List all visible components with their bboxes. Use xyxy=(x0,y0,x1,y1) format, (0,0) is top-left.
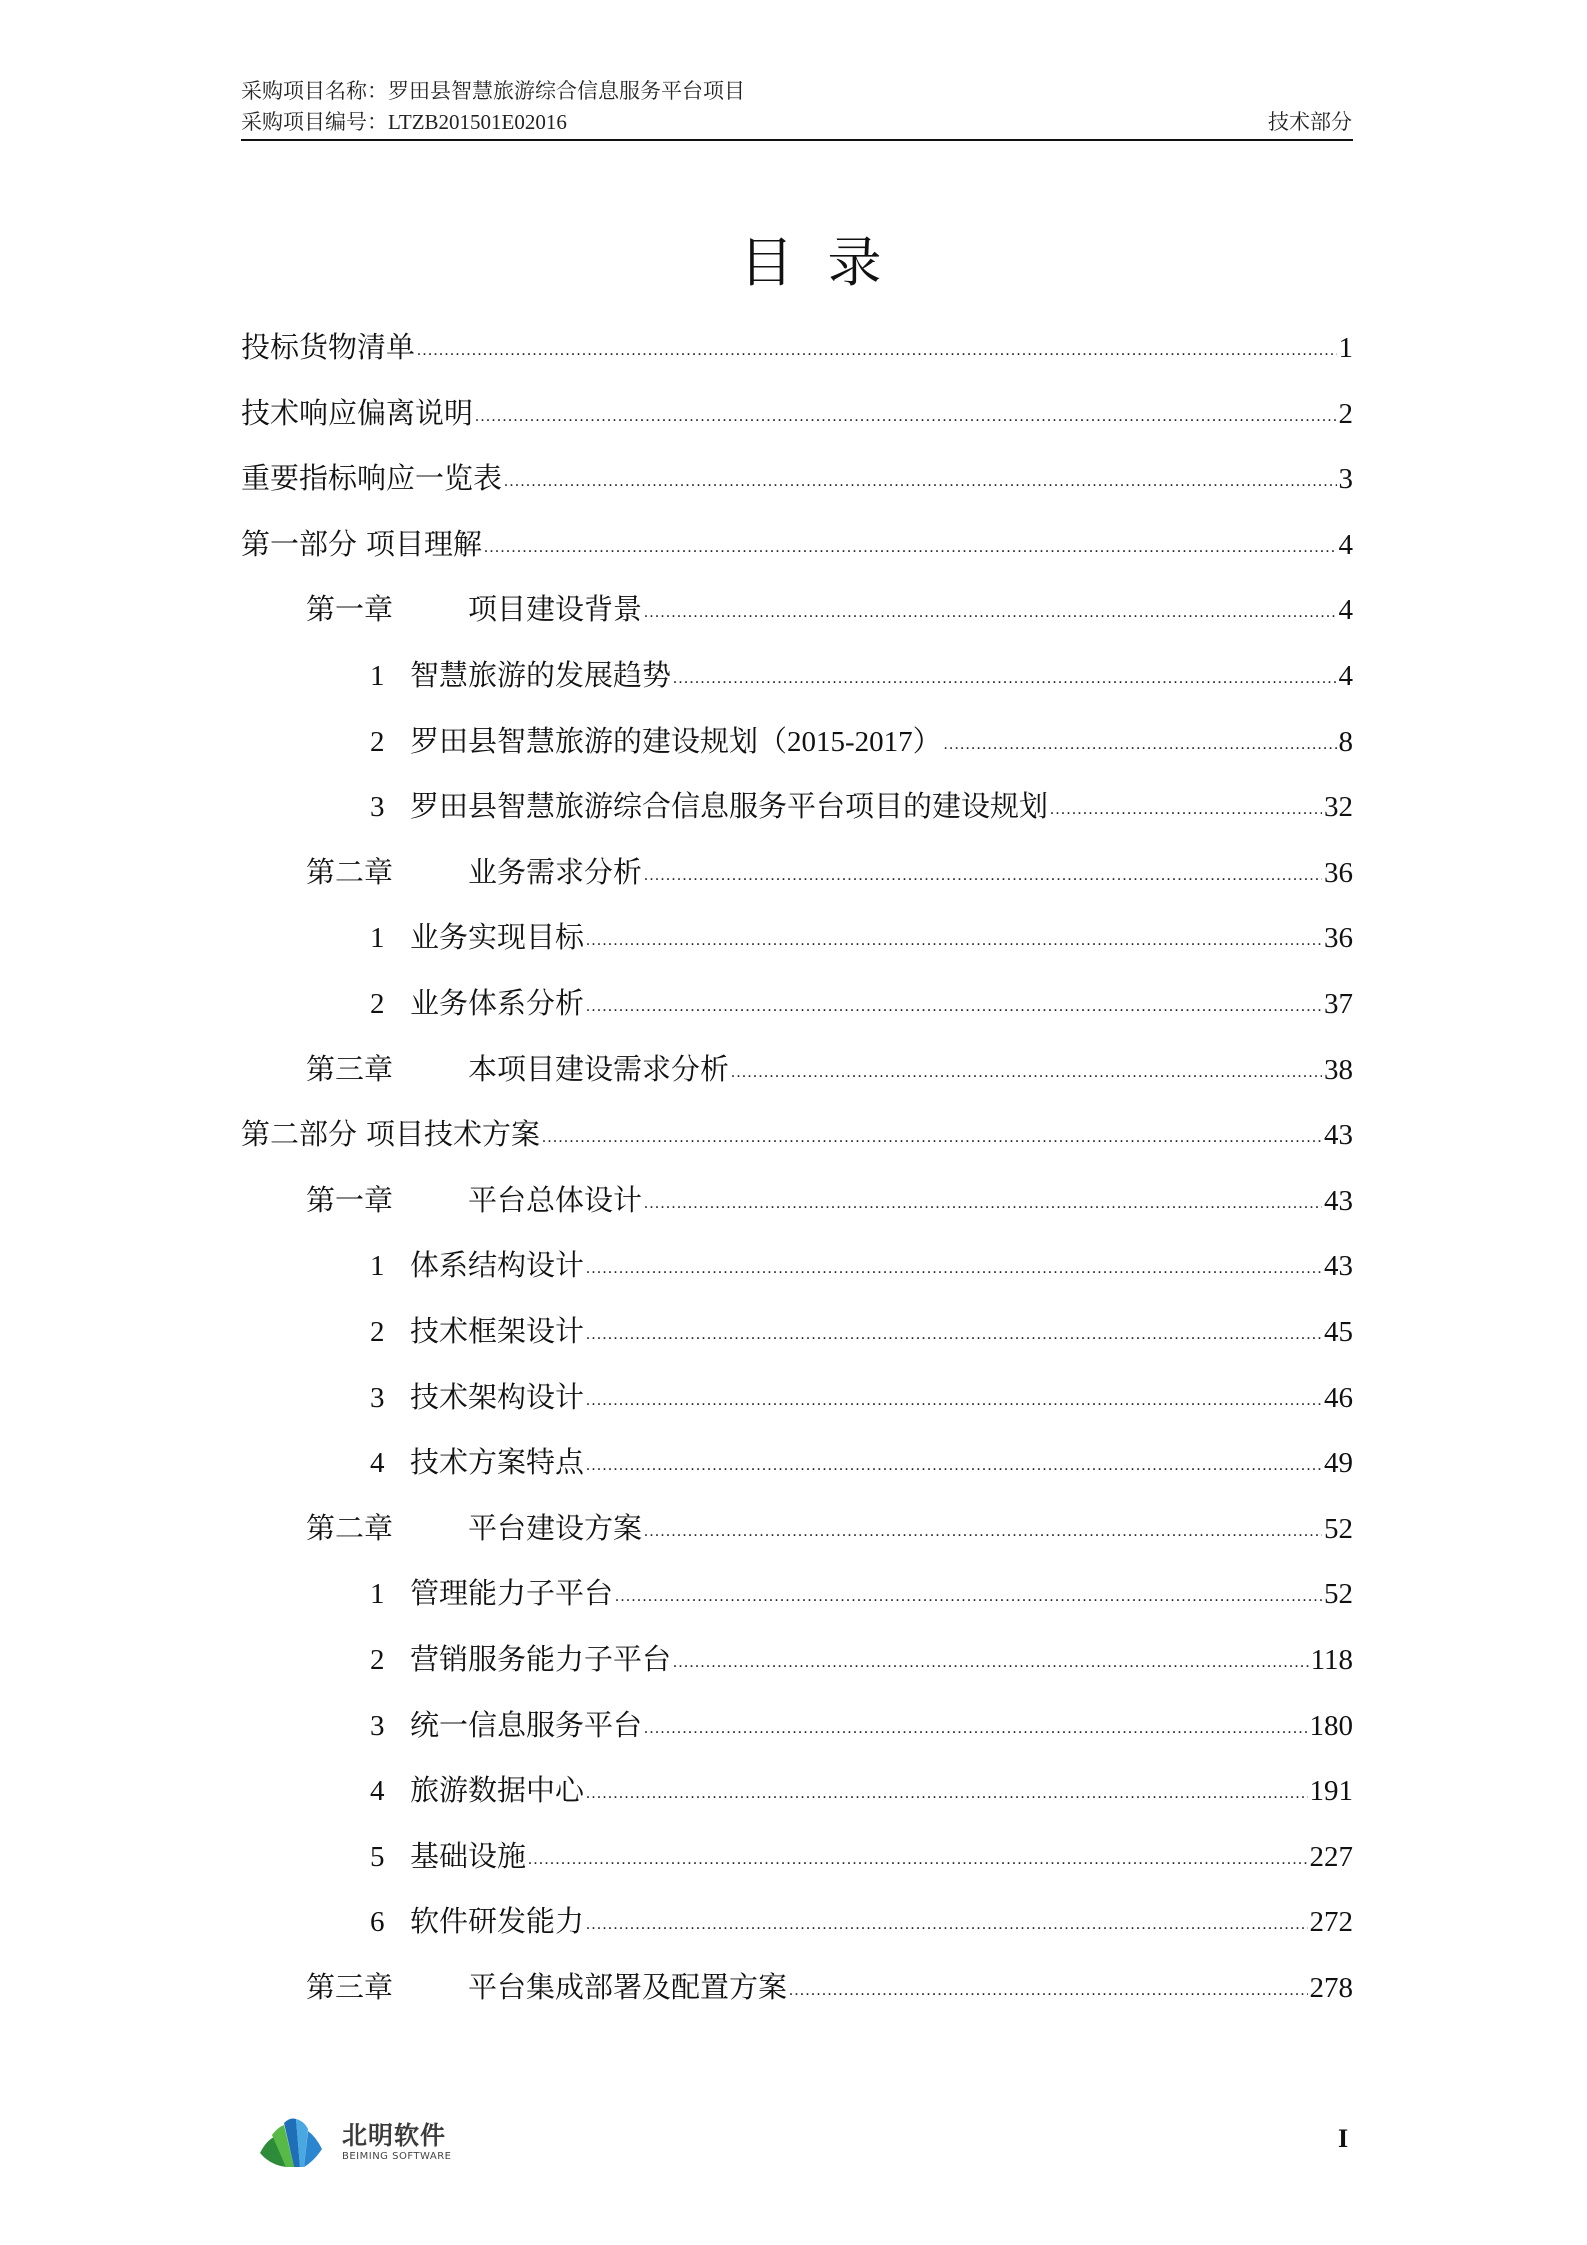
toc-leader-dots xyxy=(644,1707,1307,1751)
toc-entry[interactable] xyxy=(241,720,1353,764)
toc-entry-title: 旅游数据中心 xyxy=(410,1775,585,1808)
toc-entry-title: 体系结构设计 xyxy=(410,1250,585,1283)
toc-entry[interactable] xyxy=(241,916,1353,960)
header-section: 技术部分 xyxy=(1268,110,1352,134)
toc-entry-page: 2 xyxy=(1338,397,1353,430)
toc-entry-page: 37 xyxy=(1324,988,1353,1020)
toc-leader-dots xyxy=(417,329,1336,373)
toc-entry-number: 2 xyxy=(370,1316,385,1348)
toc-entry-title: 技术架构设计 xyxy=(410,1381,585,1414)
toc-leader-dots xyxy=(475,395,1336,439)
toc-entry-title: 平台总体设计 xyxy=(468,1184,643,1217)
toc-entry-number: 2 xyxy=(370,1644,385,1676)
toc-entry-title: 业务实现目标 xyxy=(410,922,585,955)
toc-entry-number: 1 xyxy=(370,922,385,955)
toc-entry[interactable] xyxy=(241,1244,1353,1288)
page-number: I xyxy=(1338,2124,1349,2153)
toc-entry-number: 第二章 xyxy=(306,1512,394,1545)
logo-name-en: BEIMING SOFTWARE xyxy=(342,2151,452,2162)
toc-entry-page: 8 xyxy=(1338,725,1353,758)
toc-entry-title: 技术框架设计 xyxy=(410,1316,585,1348)
toc-entry-page: 43 xyxy=(1324,1250,1353,1283)
toc-entry[interactable] xyxy=(241,1179,1353,1223)
toc-entry-page: 32 xyxy=(1324,791,1353,824)
toc-entry-number: 第三章 xyxy=(306,1053,394,1086)
toc-entry-number: 2 xyxy=(370,725,385,758)
toc-entry[interactable] xyxy=(241,1113,1353,1157)
toc-leader-dots xyxy=(1050,788,1322,832)
toc-entry-page: 4 xyxy=(1338,528,1353,561)
toc-entry-title: 技术响应偏离说明 xyxy=(241,397,474,430)
toc-entry-title: 项目理解 xyxy=(366,528,483,561)
toc-entry-number: 第三章 xyxy=(306,1972,394,2004)
toc-entry-title: 平台建设方案 xyxy=(468,1512,643,1545)
toc-entry-page: 36 xyxy=(1324,922,1353,955)
toc-leader-dots xyxy=(586,1379,1322,1423)
toc-entry[interactable] xyxy=(241,1966,1353,2010)
toc-entry-title: 罗田县智慧旅游综合信息服务平台项目的建设规划 xyxy=(410,791,1049,824)
toc-entry-number: 第一章 xyxy=(306,594,394,627)
toc-leader-dots xyxy=(586,1903,1307,1947)
toc-leader-dots xyxy=(944,723,1337,767)
toc-entry-page: 1 xyxy=(1338,332,1353,364)
toc-leader-dots xyxy=(673,1641,1309,1685)
toc-entry[interactable] xyxy=(241,1704,1353,1748)
toc-entry[interactable] xyxy=(241,1048,1353,1092)
toc-entry-page: 46 xyxy=(1324,1381,1353,1414)
toc-entry-page: 45 xyxy=(1324,1316,1353,1348)
toc-entry-page: 227 xyxy=(1309,1840,1353,1873)
toc-entry[interactable] xyxy=(241,457,1353,501)
toc-entry-title: 软件研发能力 xyxy=(410,1906,585,1939)
header-line-2 xyxy=(241,109,1352,135)
toc-entry-title: 项目建设背景 xyxy=(468,594,643,627)
toc-entry[interactable] xyxy=(241,851,1353,895)
toc-entry-number: 5 xyxy=(370,1840,385,1873)
toc-entry-title: 投标货物清单 xyxy=(241,332,416,364)
toc-leader-dots xyxy=(586,1772,1307,1816)
toc-entry[interactable] xyxy=(241,1900,1353,1944)
toc-entry-number: 第一章 xyxy=(306,1184,394,1217)
toc-entry-page: 38 xyxy=(1324,1053,1353,1086)
toc-leader-dots xyxy=(644,854,1322,898)
toc-entry-number: 2 xyxy=(370,988,385,1020)
company-logo xyxy=(256,2113,496,2173)
toc-entry-title: 平台集成部署及配置方案 xyxy=(468,1972,788,2004)
toc-entry[interactable] xyxy=(241,1835,1353,1879)
toc-entry[interactable] xyxy=(241,1638,1353,1682)
toc-entry-page: 180 xyxy=(1309,1709,1353,1742)
toc-entry-title: 营销服务能力子平台 xyxy=(410,1644,672,1676)
toc-entry[interactable] xyxy=(241,982,1353,1026)
toc-entry-page: 191 xyxy=(1309,1775,1353,1808)
toc-leader-dots xyxy=(586,1313,1322,1357)
toc-leader-dots xyxy=(586,1247,1322,1291)
toc-entry-page: 4 xyxy=(1338,660,1353,692)
toc-entry-title: 技术方案特点 xyxy=(410,1447,585,1480)
toc-leader-dots xyxy=(542,1116,1322,1160)
toc-entry-title: 业务需求分析 xyxy=(468,856,643,889)
toc-entry-title: 管理能力子平台 xyxy=(410,1578,614,1611)
toc-entry[interactable] xyxy=(241,1572,1353,1616)
toc-entry-title: 重要指标响应一览表 xyxy=(241,463,503,496)
toc-entry[interactable] xyxy=(241,654,1353,698)
toc-leader-dots xyxy=(644,1510,1322,1554)
toc-entry-number: 3 xyxy=(370,1709,385,1742)
toc-leader-dots xyxy=(586,1444,1322,1488)
toc-entry-page: 52 xyxy=(1324,1512,1353,1545)
toc-entry-page: 278 xyxy=(1309,1972,1353,2004)
toc-leader-dots xyxy=(615,1575,1322,1619)
toc-entry-number: 3 xyxy=(370,791,385,824)
logo-name-cn: 北明软件 xyxy=(342,2121,447,2150)
toc-entry-title: 基础设施 xyxy=(410,1840,527,1873)
toc-entry[interactable] xyxy=(241,1376,1353,1420)
header-project-code: 采购项目编号：LTZB201501E02016 xyxy=(241,110,567,134)
toc-entry[interactable] xyxy=(241,1310,1353,1354)
toc-entry[interactable] xyxy=(241,1441,1353,1485)
toc-entry-number: 6 xyxy=(370,1906,385,1939)
toc-entry[interactable] xyxy=(241,326,1353,370)
toc-entry-number: 4 xyxy=(370,1447,385,1480)
toc-entry[interactable] xyxy=(241,523,1353,567)
toc-entry-number: 第一部分 xyxy=(241,528,358,561)
toc-leader-dots xyxy=(586,985,1322,1029)
toc-entry-page: 4 xyxy=(1338,594,1353,627)
toc-leader-dots xyxy=(586,919,1322,963)
toc-entry-page: 118 xyxy=(1310,1644,1353,1676)
toc-entry-title: 智慧旅游的发展趋势 xyxy=(410,660,672,692)
toc-entry-page: 43 xyxy=(1324,1119,1353,1152)
toc-leader-dots xyxy=(673,657,1336,701)
toc-entry-page: 49 xyxy=(1324,1447,1353,1480)
toc-entry-title: 业务体系分析 xyxy=(410,988,585,1020)
toc-entry[interactable] xyxy=(241,785,1353,829)
toc-entry-number: 1 xyxy=(370,1578,385,1611)
page-title: 目录 xyxy=(739,231,916,294)
toc-entry-number: 第二章 xyxy=(306,856,394,889)
toc-entry-number: 3 xyxy=(370,1381,385,1414)
toc-entry-page: 43 xyxy=(1324,1184,1353,1217)
toc-entry-number: 1 xyxy=(370,660,385,692)
beiming-logo-icon xyxy=(256,2115,328,2171)
toc-entry-page: 3 xyxy=(1338,463,1353,496)
toc-entry[interactable] xyxy=(241,392,1353,436)
toc-entry-page: 36 xyxy=(1324,856,1353,889)
toc-entry-number: 1 xyxy=(370,1250,385,1283)
toc-leader-dots xyxy=(504,460,1336,504)
toc-entry-number: 4 xyxy=(370,1775,385,1808)
toc-entry-page: 52 xyxy=(1324,1578,1353,1611)
toc-entry-title: 本项目建设需求分析 xyxy=(468,1053,730,1086)
toc-leader-dots xyxy=(731,1051,1322,1095)
toc-leader-dots xyxy=(789,1969,1307,2013)
toc-entry-title: 罗田县智慧旅游的建设规划（2015-2017） xyxy=(410,725,942,758)
toc-entry-number: 第二部分 xyxy=(241,1119,358,1152)
toc-entry[interactable] xyxy=(241,1507,1353,1551)
toc-leader-dots xyxy=(644,591,1336,635)
toc-entry[interactable] xyxy=(241,1769,1353,1813)
toc-entry-page: 272 xyxy=(1309,1906,1353,1939)
toc-entry[interactable] xyxy=(241,588,1353,632)
toc-entry-title: 项目技术方案 xyxy=(366,1119,541,1152)
header-project-name: 采购项目名称：罗田县智慧旅游综合信息服务平台项目 xyxy=(241,79,745,103)
toc-leader-dots xyxy=(644,1182,1322,1226)
toc-entry-title: 统一信息服务平台 xyxy=(410,1709,643,1742)
toc-leader-dots xyxy=(528,1838,1307,1882)
header-rule xyxy=(241,139,1353,141)
toc-leader-dots xyxy=(484,526,1336,570)
